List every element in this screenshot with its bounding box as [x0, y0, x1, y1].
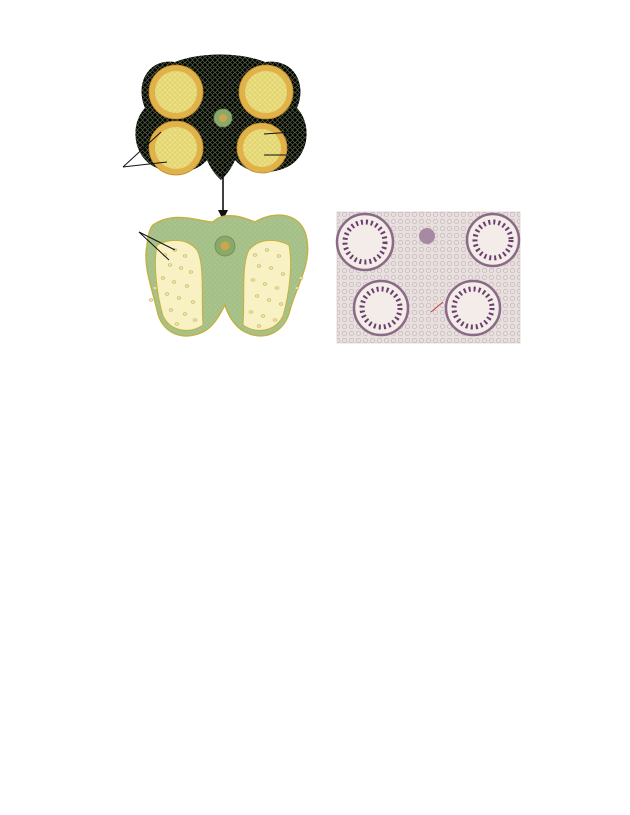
micrograph-sac-3: [354, 281, 408, 335]
micrograph-sac-2: [467, 214, 519, 266]
immature-anther: [135, 55, 306, 181]
micrograph-sac-4: [446, 281, 500, 335]
pollen-sac-bottom-left: [149, 121, 203, 175]
pollen-sac-bottom-right: [237, 123, 287, 173]
pollen-sac-top-left: [149, 65, 203, 119]
micrograph: [337, 212, 520, 343]
vascular-core: [219, 114, 227, 122]
micrograph-sac-1: [337, 214, 393, 270]
mature-vascular-core: [221, 242, 230, 251]
figure-32-6: [75, 50, 555, 360]
micrograph-vascular: [419, 228, 435, 244]
pollen-sac-top-right: [239, 65, 293, 119]
figure-illustration: [75, 50, 555, 360]
mature-anther: [146, 215, 308, 336]
